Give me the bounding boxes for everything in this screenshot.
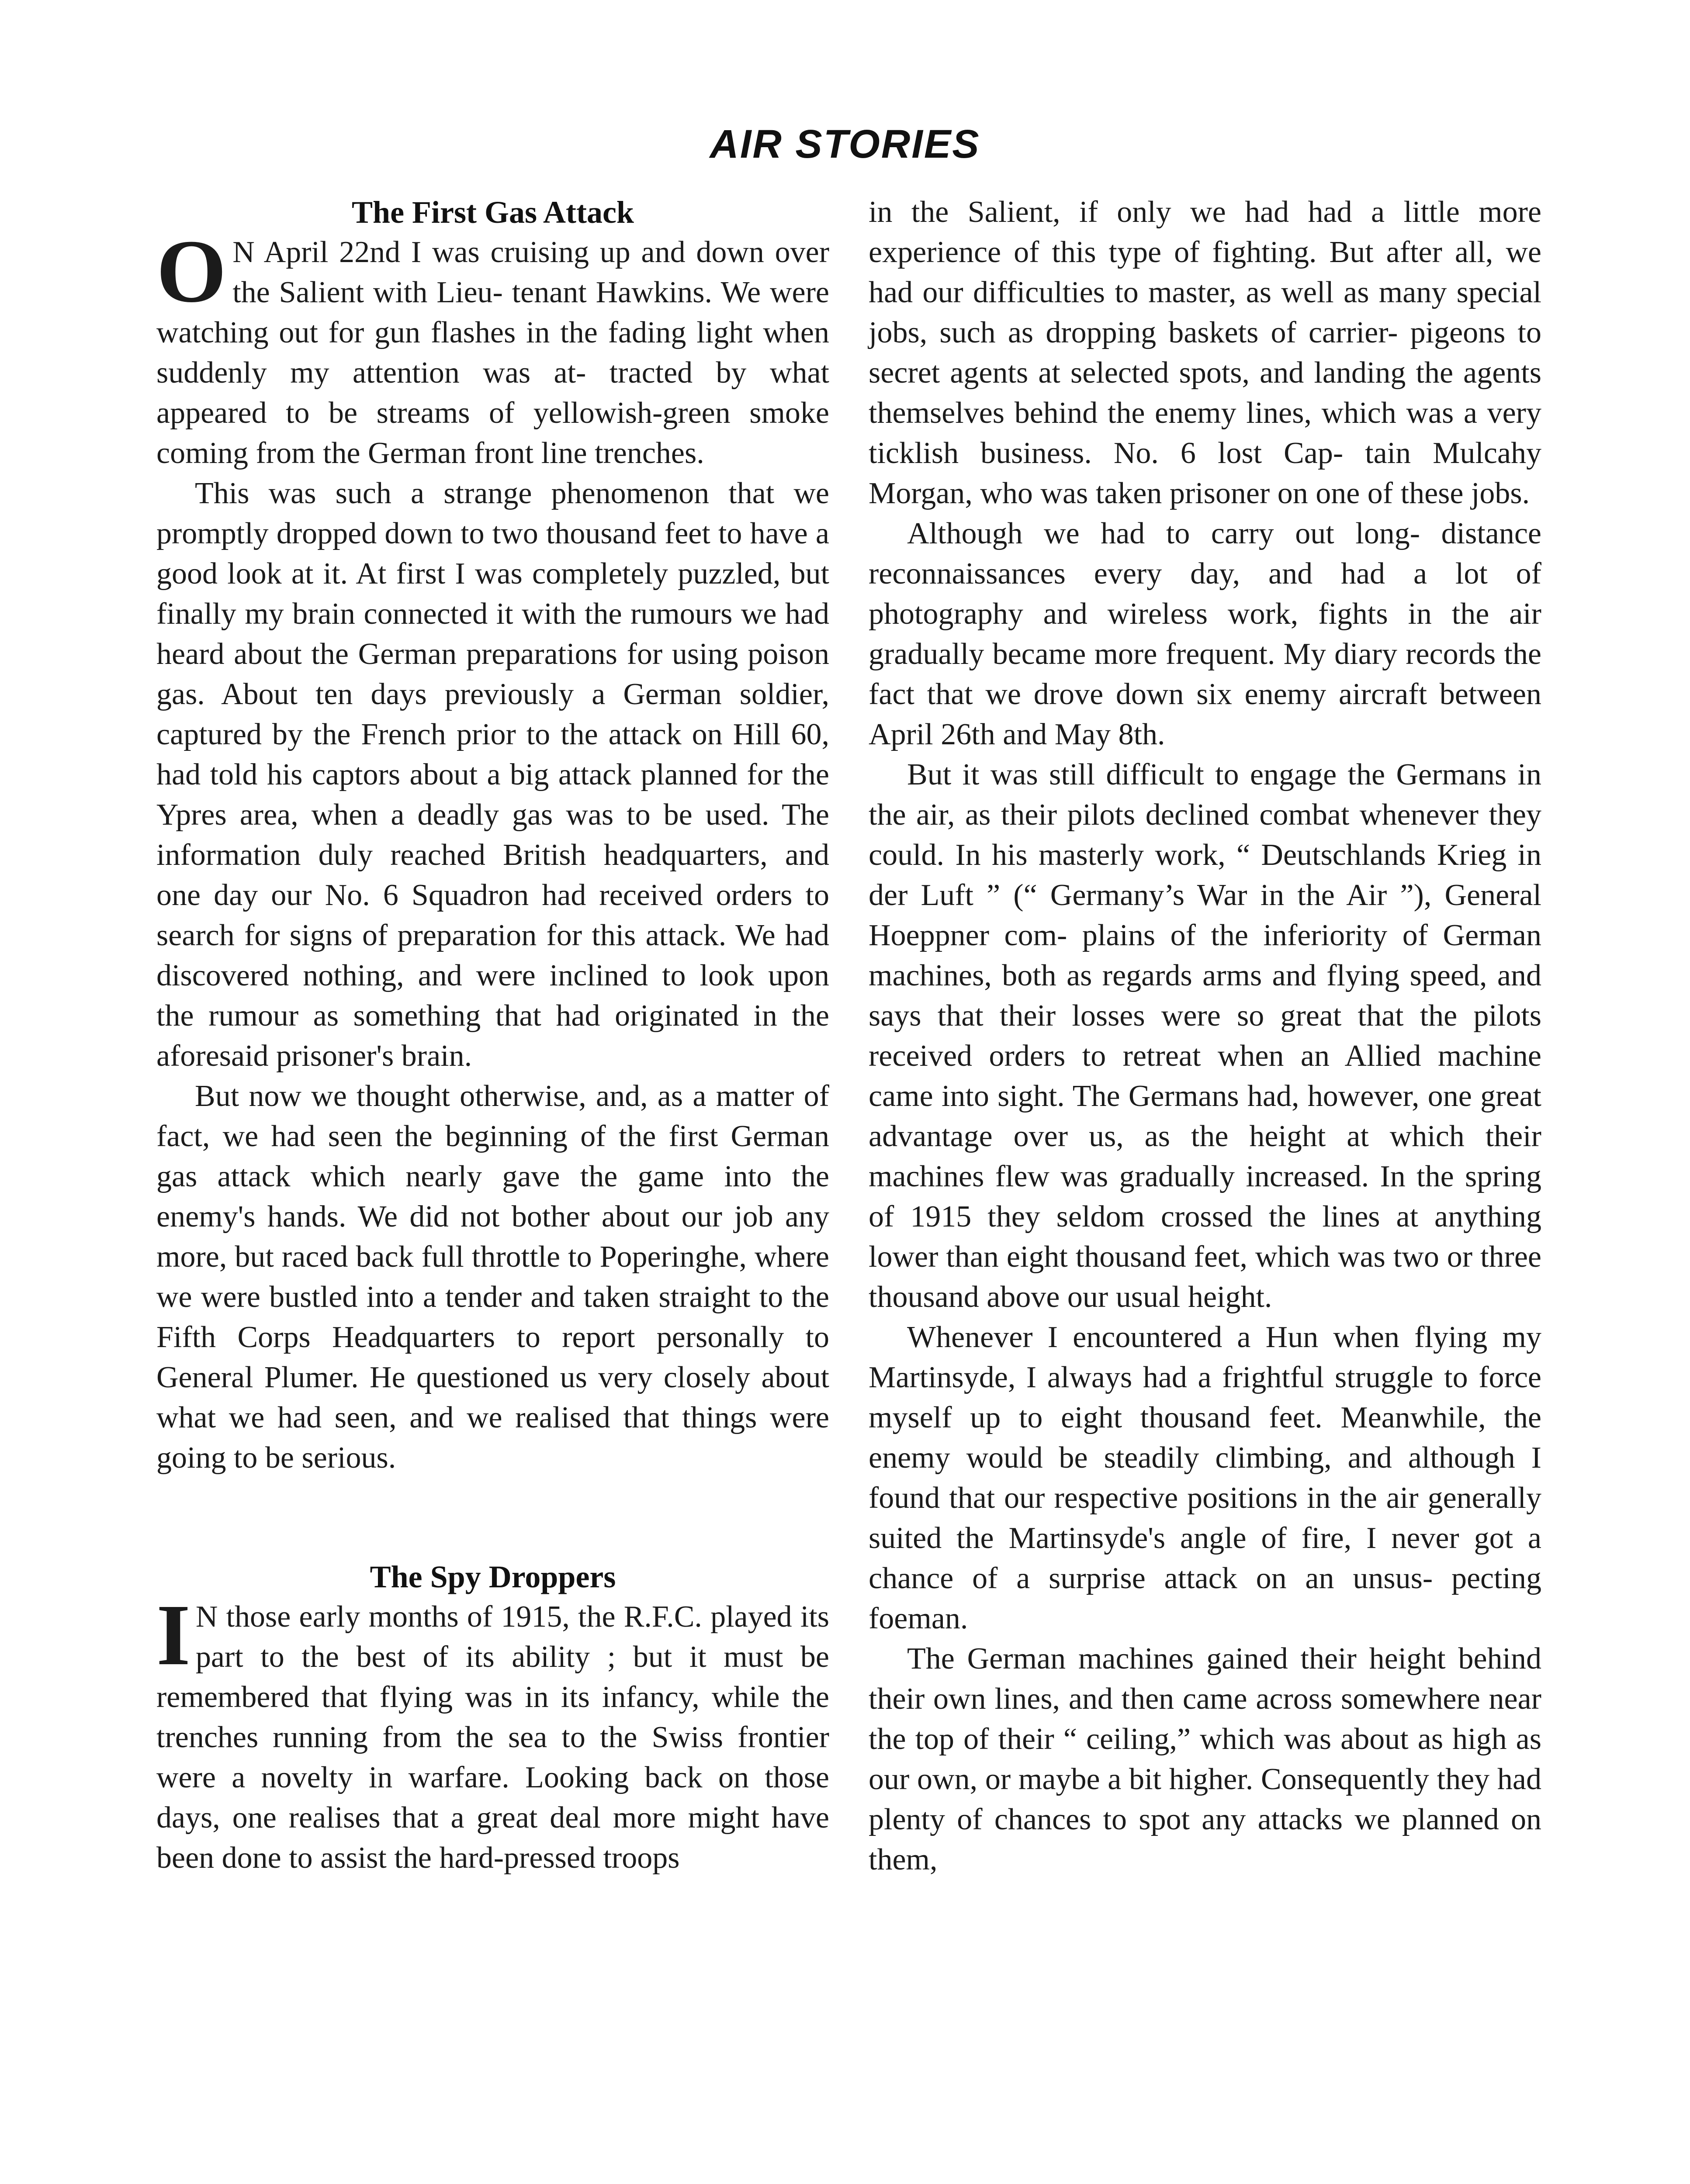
right-column xyxy=(869,192,1541,1880)
paragraph: But it was still difficult to engage the Germans in the air, as their pilots declined combat whenever they could. In his masterly work, “ Deutschlands Krieg in der Luft ” (“ Germany’s War in the Air ”), General Hoeppner com- plains of the inferiority of German machines, both as regards arms and flying speed, and says that their losses were so great that the pilots received orders to retreat when an Allied machine came into sight. The Germans had, however, one great advantage over us, as the height at which their machines flew was gradually increased. In the spring of 1915 they seldom crossed the lines at anything lower than eight thousand feet, which was two or three thousand above our usual height. xyxy=(869,758,1541,1314)
paragraph: Although we had to carry out long- distance reconnaissances every day, and had a lot of photography and wireless work, fights in the air gradually became more frequent. My diary records the fact that we drove down six enemy aircraft between April 26th and May 8th. xyxy=(869,517,1541,751)
paragraph xyxy=(156,1587,829,1878)
paragraph: Whenever I encountered a Hun when flying my Martinsyde, I always had a frightful struggle to force myself up to eight thousand feet. Meanwhile, the enemy would be steadily climbing, and although I found that our respective positions in the air generally suited the Martinsyde's angle of fire, I never got a chance of a surprise attack on an unsus- pecting foeman. xyxy=(869,1320,1541,1635)
paragraph: The German machines gained their height behind their own lines, and then came across somewhere near the top of their “ ceiling,” which was about as high as our own, or maybe a bit higher. Consequently they had plenty of chances to spot any attacks we planned on them, xyxy=(869,1642,1541,1876)
drop-cap: O xyxy=(156,221,227,321)
section-title-spy-droppers: The Spy Droppers xyxy=(370,1559,616,1594)
paragraph: in the Salient, if only we had had a little more experience of this type of fighting. But after all, we had our difficulties to master, as well as many special jobs, such as dropping baskets of carrier- pigeons to secret agents at selected spots, and landing the agents themselves behind the enemy lines, which was a very ticklish business. No. 6 lost Cap- tain Mulcahy Morgan, who was taken prisoner on one of these jobs. xyxy=(869,195,1541,510)
paragraph-text: N those early months of 1915, the R.F.C. played its part to the best of its ability ; but it must be remembered that flying was in its infancy, while the trenches running from the sea to the Swiss frontier were a novelty in warfare. Looking back on those days, one realises that a great deal more might have been done to assist the hard-pressed troops xyxy=(156,1600,829,1875)
left-column xyxy=(156,192,829,1878)
paragraph: This was such a strange phenomenon that we promptly dropped down to two thousand feet to have a good look at it. At first I was completely puzzled, but finally my brain connected it with the rumours we had heard about the German preparations for using poison gas. About ten days previously a German soldier, captured by the French prior to the attack on Hill 60, had told his captors about a big attack planned for the Ypres area, when a deadly gas was to be used. The information duly reached British headquarters, and one day our No. 6 Squadron had received orders to search for signs of preparation for this attack. We had discovered nothing, and were inclined to look upon the rumour as something that had originated in the aforesaid prisoner's brain. xyxy=(156,477,829,1073)
paragraph xyxy=(156,221,829,473)
section-title-first-gas-attack: The First Gas Attack xyxy=(352,195,634,230)
paragraph-text: N April 22nd I was cruising up and down over the Salient with Lieu- tenant Hawkins. We were watching out for gun flashes in the fading light when suddenly my attention was at- tracted by what appeared to be streams of yellowish-green smoke coming from the German front line trenches. xyxy=(156,235,829,470)
paragraph: But now we thought otherwise, and, as a matter of fact, we had seen the beginning of the first German gas attack which nearly gave the game into the enemy's hands. We did not bother about our job any more, but raced back full throttle to Poperinghe, where we were bustled into a tender and taken straight to the Fifth Corps Headquarters to report personally to General Plumer. He questioned us very closely about what we had seen, and we realised that things were going to be serious. xyxy=(156,1079,829,1475)
running-title: AIR STORIES xyxy=(710,122,980,166)
drop-cap: I xyxy=(156,1587,190,1683)
